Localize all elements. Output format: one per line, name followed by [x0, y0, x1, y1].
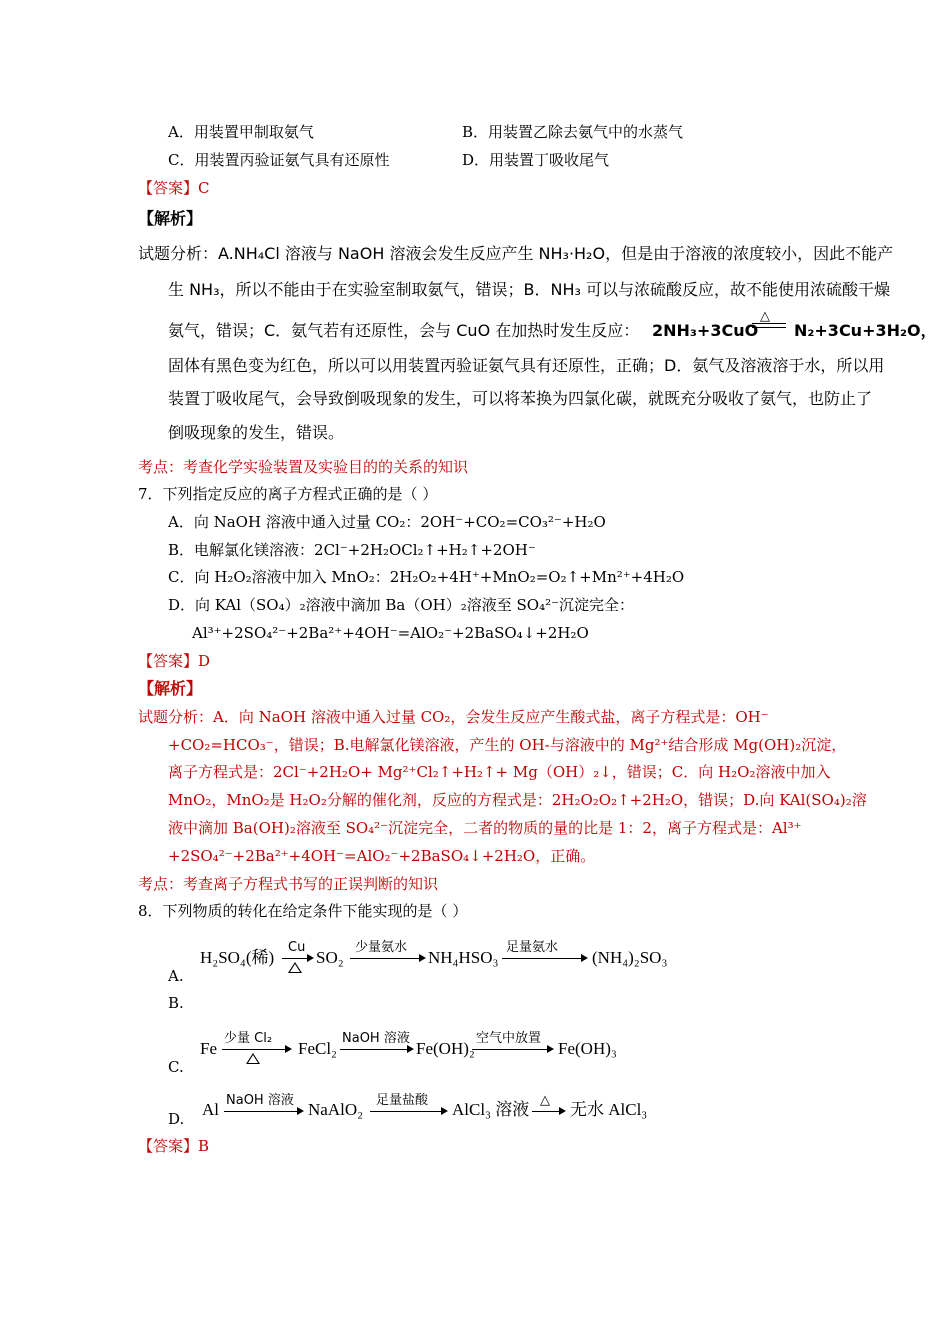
q7-analysis-line-6: +2SO₄²⁻+2Ba²⁺+4OH⁻=AlO₂⁻+2BaSO₄↓+2H₂O，正确。: [168, 847, 596, 865]
q6-analysis-line-6: 倒吸现象的发生，错误。: [168, 423, 345, 442]
q8-a-species-3: NH₄HSO₃: [428, 948, 499, 967]
q6-equation-condition: △: [760, 309, 770, 324]
q8-a-species-2: SO₂: [316, 948, 344, 967]
q7-analysis-title: 【解析】: [138, 679, 203, 698]
q8-d-species-3: AlCl₃ 溶液: [452, 1100, 530, 1119]
q8-c-condition-1: 少量 Cl₂: [224, 1031, 273, 1046]
q8-a-condition-1: Cu: [288, 940, 306, 955]
q8-d-species-1: Al: [202, 1100, 219, 1119]
q8-a-heat-icon: [288, 962, 302, 973]
q6-kaodian: 考点：考查化学实验装置及实验目的的关系的知识: [138, 458, 469, 476]
q7-kaodian: 考点：考查离子方程式书写的正误判断的知识: [138, 875, 439, 893]
q8-stem: 8．下列物质的转化在给定条件下能实现的是（ ）: [138, 902, 468, 920]
q6-analysis-line-1: 试题分析：A.NH₄Cl 溶液与 NaOH 溶液会发生反应产生 NH₃·H₂O，但是由于溶液的浓度较小，因此不能产: [138, 244, 894, 263]
q6-option-b: B．用装置乙除去氨气中的水蒸气: [462, 123, 684, 141]
q8-c-arrow-3: [472, 1049, 552, 1050]
q8-a-arrow-2: [350, 958, 424, 959]
q8-a-condition-2: 少量氨水: [355, 940, 408, 955]
q7-stem: 7．下列指定反应的离子方程式正确的是（ ）: [138, 485, 438, 503]
q8-c-arrow-2: [340, 1049, 412, 1050]
q7-option-d-equation: Al³⁺+2SO₄²⁻+2Ba²⁺+4OH⁻=AlO₂⁻+2BaSO₄↓+2H₂O: [192, 624, 589, 642]
q8-c-condition-2: NaOH 溶液: [342, 1031, 410, 1046]
q7-answer: 【答案】D: [138, 652, 211, 670]
q8-d-condition-1: NaOH 溶液: [226, 1093, 294, 1108]
q7-analysis-line-1: 试题分析：A．向 NaOH 溶液中通入过量 CO₂，会发生反应产生酸式盐，离子方程式是：OH⁻: [138, 708, 769, 726]
q8-label-d: D.: [168, 1110, 185, 1128]
q8-answer: 【答案】B: [138, 1137, 210, 1155]
q8-c-species-1: Fe: [200, 1039, 217, 1058]
q8-label-a: A.: [168, 967, 184, 985]
q7-analysis-line-2: +CO₂=HCO₃⁻，错误；B.电解氯化镁溶液，产生的 OH-与溶液中的 Mg²⁺结合形成 Mg(OH)₂沉淀，: [168, 736, 847, 754]
q8-a-species-4: (NH₄)₂SO₃: [592, 948, 668, 967]
q6-option-d: D．用装置丁吸收尾气: [462, 151, 610, 169]
q8-a-arrow-1: [282, 958, 312, 959]
q8-d-species-4: 无水 AlCl₃: [570, 1100, 648, 1119]
q6-analysis-line-3: 氨气，错误；C．氨气若有还原性，会与 CuO 在加热时发生反应：: [168, 321, 640, 340]
q8-c-species-3: Fe(OH)₂: [416, 1039, 475, 1058]
q8-c-arrow-1: [222, 1049, 290, 1050]
q8-d-arrow-1: [224, 1111, 302, 1112]
q7-analysis-line-3: 离子方程式是：2Cl⁻+2H₂O+ Mg²⁺Cl₂↑+H₂↑+ Mg（OH）₂↓，错误；C．向 H₂O₂溶液中加入: [168, 763, 831, 781]
q6-equation-line-top: [752, 323, 786, 324]
q7-analysis-line-4: MnO₂，MnO₂是 H₂O₂分解的催化剂，反应的方程式是：2H₂O₂O₂↑+2H₂O，错误；D.向 KAl(SO₄)₂溶: [168, 791, 867, 809]
q6-analysis-line-4: 固体有黑色变为红色，所以可以用装置丙验证氨气具有还原性，正确；D．氨气及溶液溶于水，所以用: [168, 356, 885, 375]
q7-option-a: A．向 NaOH 溶液中通入过量 CO₂：2OH⁻+CO₂=CO₃²⁻+H₂O: [168, 513, 606, 531]
q7-option-b: B．电解氯化镁溶液：2Cl⁻+2H₂OCl₂↑+H₂↑+2OH⁻: [168, 541, 536, 559]
q8-c-species-4: Fe(OH)₃: [558, 1039, 617, 1058]
q7-option-c: C．向 H₂O₂溶液中加入 MnO₂：2H₂O₂+4H⁺+MnO₂=O₂↑+Mn²⁺+4H₂O: [168, 568, 685, 586]
q6-answer: 【答案】C: [138, 179, 210, 197]
q8-label-b: B.: [168, 994, 184, 1012]
q6-analysis-line-5: 装置丁吸收尾气，会导致倒吸现象的发生，可以将苯换为四氯化碳，就既充分吸收了氨气，也防止了: [168, 389, 873, 408]
q6-equation-right: N₂+3Cu+3H₂O，: [794, 321, 937, 340]
q6-analysis-line-2: 生 NH₃，所以不能由于在实验室制取氨气，错误；B．NH₃ 可以与浓硫酸反应，故不能使用浓硫酸干燥: [168, 280, 890, 299]
q8-c-heat-icon: [246, 1053, 260, 1064]
q8-d-condition-3: △: [540, 1093, 550, 1108]
q6-analysis-title: 【解析】: [138, 209, 203, 228]
q8-a-arrow-3: [502, 958, 586, 959]
q6-equation-left: 2NH₃+3CuO: [652, 321, 759, 340]
q7-option-d: D．向 KAl（SO₄）₂溶液中滴加 Ba（OH）₂溶液至 SO₄²⁻沉淀完全：: [168, 596, 635, 614]
q8-c-condition-3: 空气中放置: [476, 1031, 542, 1046]
q8-c-species-2: FeCl₂: [298, 1039, 337, 1058]
q8-a-condition-3: 足量氨水: [506, 940, 559, 955]
q8-d-arrow-2: [370, 1111, 446, 1112]
q8-d-condition-2: 足量盐酸: [376, 1093, 429, 1108]
q8-d-arrow-3: [532, 1111, 564, 1112]
q8-label-c: C.: [168, 1058, 184, 1076]
q8-a-species-1: H₂SO₄(稀): [200, 948, 275, 967]
q8-d-species-2: NaAlO₂: [308, 1100, 364, 1119]
q6-option-a: A．用装置甲制取氨气: [168, 123, 314, 141]
q6-equation-line-bottom: [752, 327, 786, 328]
q7-analysis-line-5: 液中滴加 Ba(OH)₂溶液至 SO₄²⁻沉淀完全，二者的物质的量的比是 1：2，离子方程式是：Al³⁺: [168, 819, 802, 837]
q6-option-c: C．用装置丙验证氨气具有还原性: [168, 151, 390, 169]
